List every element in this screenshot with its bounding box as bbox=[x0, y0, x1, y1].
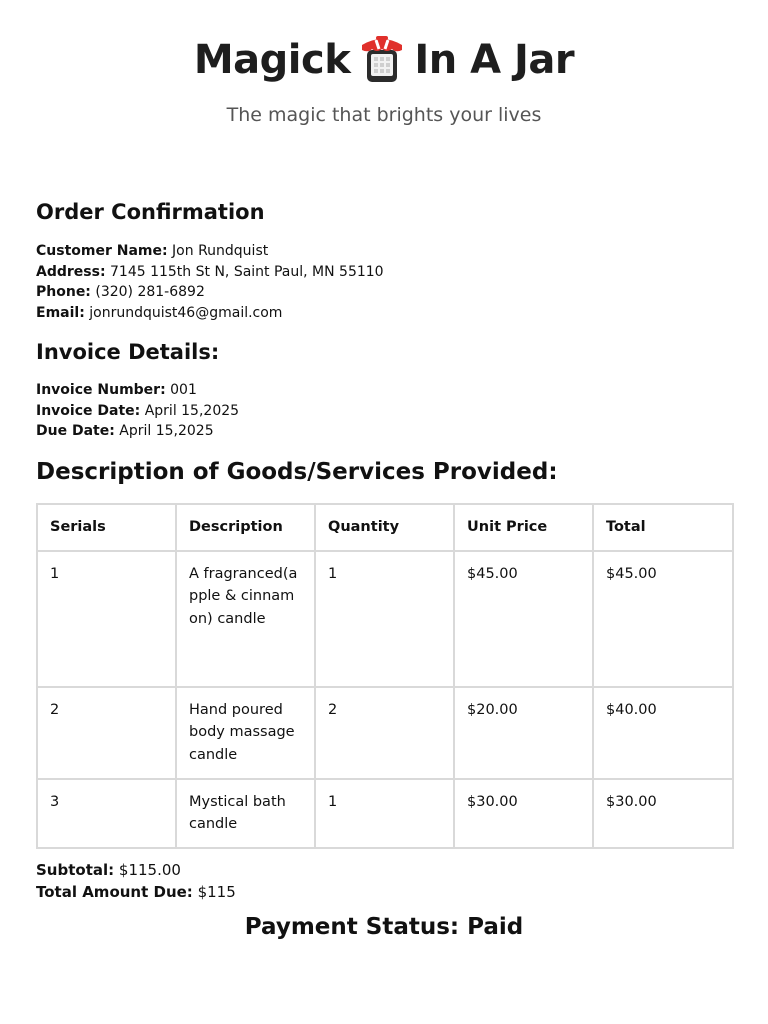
due-date-label: Due Date: bbox=[36, 423, 115, 439]
cell-total: $45.00 bbox=[593, 551, 733, 687]
cell-description: Mystical bath candle bbox=[176, 779, 315, 848]
customer-info bbox=[36, 241, 384, 323]
due-date-row bbox=[36, 421, 239, 442]
address-value: 7145 115th St N, Saint Paul, MN 55110 bbox=[110, 263, 384, 280]
phone-label: Phone: bbox=[36, 284, 91, 300]
cell-serial: 2 bbox=[37, 687, 176, 779]
address-label: Address: bbox=[36, 263, 106, 280]
cell-total: $30.00 bbox=[593, 779, 733, 848]
subtotal-value: $115.00 bbox=[118, 861, 181, 879]
cell-unit-price: $30.00 bbox=[454, 779, 593, 848]
phone-value: (320) 281-6892 bbox=[95, 284, 205, 300]
cell-quantity: 1 bbox=[315, 779, 454, 848]
table-row bbox=[37, 687, 733, 779]
email-value: jonrundquist46@gmail.com bbox=[89, 304, 283, 321]
brand-logo bbox=[0, 30, 768, 140]
email-label: Email: bbox=[36, 304, 85, 321]
cell-description: A fragranced(apple & cinnamon) candle bbox=[176, 551, 315, 687]
customer-name-row bbox=[36, 241, 384, 262]
goods-table bbox=[36, 503, 734, 849]
column-header-total: Total bbox=[593, 504, 733, 551]
cell-quantity: 2 bbox=[315, 687, 454, 779]
logo-row bbox=[0, 30, 768, 90]
logo-word-left: Magick bbox=[193, 37, 351, 83]
total-due-label: Total Amount Due: bbox=[36, 883, 193, 901]
cell-quantity: 1 bbox=[315, 551, 454, 687]
logo-word-right: In A Jar bbox=[414, 37, 575, 83]
logo-tagline: The magic that brights your lives bbox=[226, 104, 542, 126]
total-due-value: $115 bbox=[197, 883, 236, 901]
cell-description: Hand poured body massage candle bbox=[176, 687, 315, 779]
column-header-quantity: Quantity bbox=[315, 504, 454, 551]
phone-row bbox=[36, 282, 384, 303]
subtotal-label: Subtotal: bbox=[36, 861, 115, 879]
invoice-date-row bbox=[36, 401, 239, 422]
table-header-row bbox=[37, 504, 733, 551]
email-row bbox=[36, 303, 384, 324]
invoice-info bbox=[36, 380, 239, 442]
table-row bbox=[37, 779, 733, 848]
goods-heading: Description of Goods/Services Provided: bbox=[36, 459, 558, 485]
invoice-number-value: 001 bbox=[170, 382, 197, 398]
cell-total: $40.00 bbox=[593, 687, 733, 779]
cell-unit-price: $20.00 bbox=[454, 687, 593, 779]
column-header-serials: Serials bbox=[37, 504, 176, 551]
column-header-unit-price: Unit Price bbox=[454, 504, 593, 551]
customer-name-label: Customer Name: bbox=[36, 243, 168, 259]
cell-serial: 3 bbox=[37, 779, 176, 848]
subtotal-row bbox=[36, 859, 236, 881]
jar-store-icon bbox=[354, 32, 410, 88]
cell-unit-price: $45.00 bbox=[454, 551, 593, 687]
invoice-details-heading: Invoice Details: bbox=[36, 340, 220, 364]
column-header-description: Description bbox=[176, 504, 315, 551]
payment-status: Payment Status: Paid bbox=[244, 914, 524, 940]
invoice-date-value: April 15,2025 bbox=[144, 402, 240, 419]
order-confirmation-heading: Order Confirmation bbox=[36, 200, 265, 224]
total-due-row bbox=[36, 881, 236, 903]
due-date-value: April 15,2025 bbox=[119, 423, 214, 439]
invoice-date-label: Invoice Date: bbox=[36, 402, 141, 419]
address-row bbox=[36, 262, 384, 283]
cell-serial: 1 bbox=[37, 551, 176, 687]
customer-name-value: Jon Rundquist bbox=[172, 243, 269, 259]
totals-block bbox=[36, 859, 236, 903]
invoice-number-row bbox=[36, 380, 239, 401]
table-row bbox=[37, 551, 733, 687]
invoice-number-label: Invoice Number: bbox=[36, 382, 166, 398]
